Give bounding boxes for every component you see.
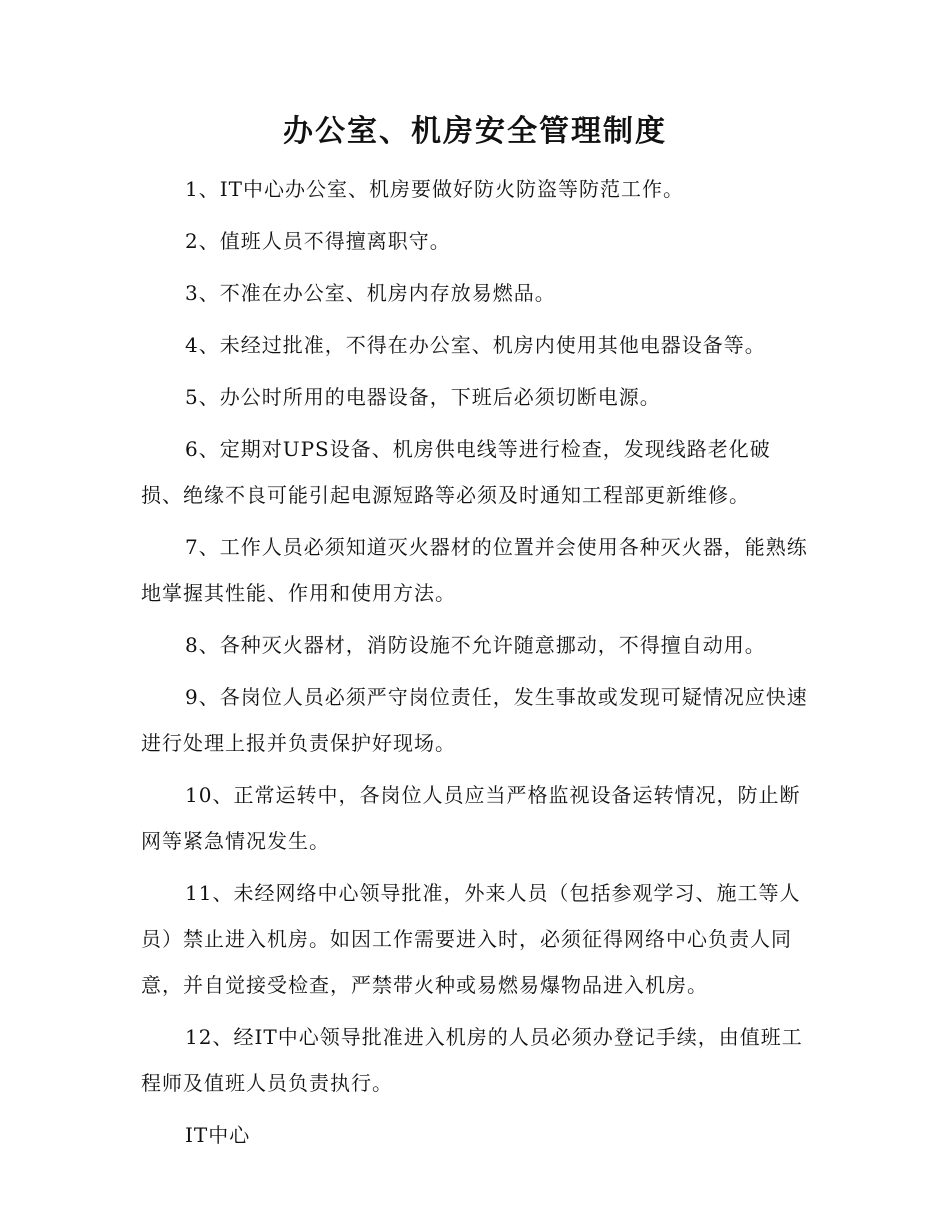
- rule-paragraph-8: 8、各种灭火器材，消防设施不允许随意挪动，不得擅自动用。: [185, 633, 766, 657]
- rule-paragraph-5: 5、办公时所用的电器设备，下班后必须切断电源。: [185, 385, 661, 409]
- rule-paragraph-6: 6、定期对UPS设备、机房供电线等进行检查，发现线路老化破损、绝缘不良可能引起电源短路等必须及时通知工程部更新维修。: [141, 437, 771, 507]
- rule-paragraph-3: 3、不准在办公室、机房内存放易燃品。: [185, 281, 556, 305]
- document-body: [141, 166, 809, 1164]
- rule-paragraph-12: 12、经IT中心领导批准进入机房的人员必须办登记手续，由值班工程师及值班人员负责执行。: [141, 1025, 803, 1095]
- rule-paragraph-11: 11、未经网络中心领导批准，外来人员（包括参观学习、施工等人员）禁止进入机房。如因工作需要进入时，必须征得网络中心负责人同意，并自觉接受检查，严禁带火种或易燃易爆物品进入机房。: [141, 881, 801, 997]
- document-title: 办公室、机房安全管理制度: [283, 114, 667, 149]
- rule-paragraph-2: 2、值班人员不得擅离职守。: [185, 229, 451, 253]
- rule-paragraph-4: 4、未经过批准，不得在办公室、机房内使用其他电器设备等。: [185, 333, 766, 357]
- rule-paragraph-9: 9、各岗位人员必须严守岗位责任，发生事故或发现可疑情况应快速进行处理上报并负责保护好现场。: [141, 685, 808, 755]
- rule-paragraph-10: 10、正常运转中，各岗位人员应当严格监视设备运转情况，防止断网等紧急情况发生。: [141, 783, 801, 853]
- rule-paragraph-7: 7、工作人员必须知道灭火器材的位置并会使用各种灭火器，能熟练地掌握其性能、作用和使用方法。: [141, 535, 808, 605]
- signature: IT中心: [185, 1123, 251, 1147]
- rule-paragraph-1: 1、IT中心办公室、机房要做好防火防盗等防范工作。: [185, 177, 684, 201]
